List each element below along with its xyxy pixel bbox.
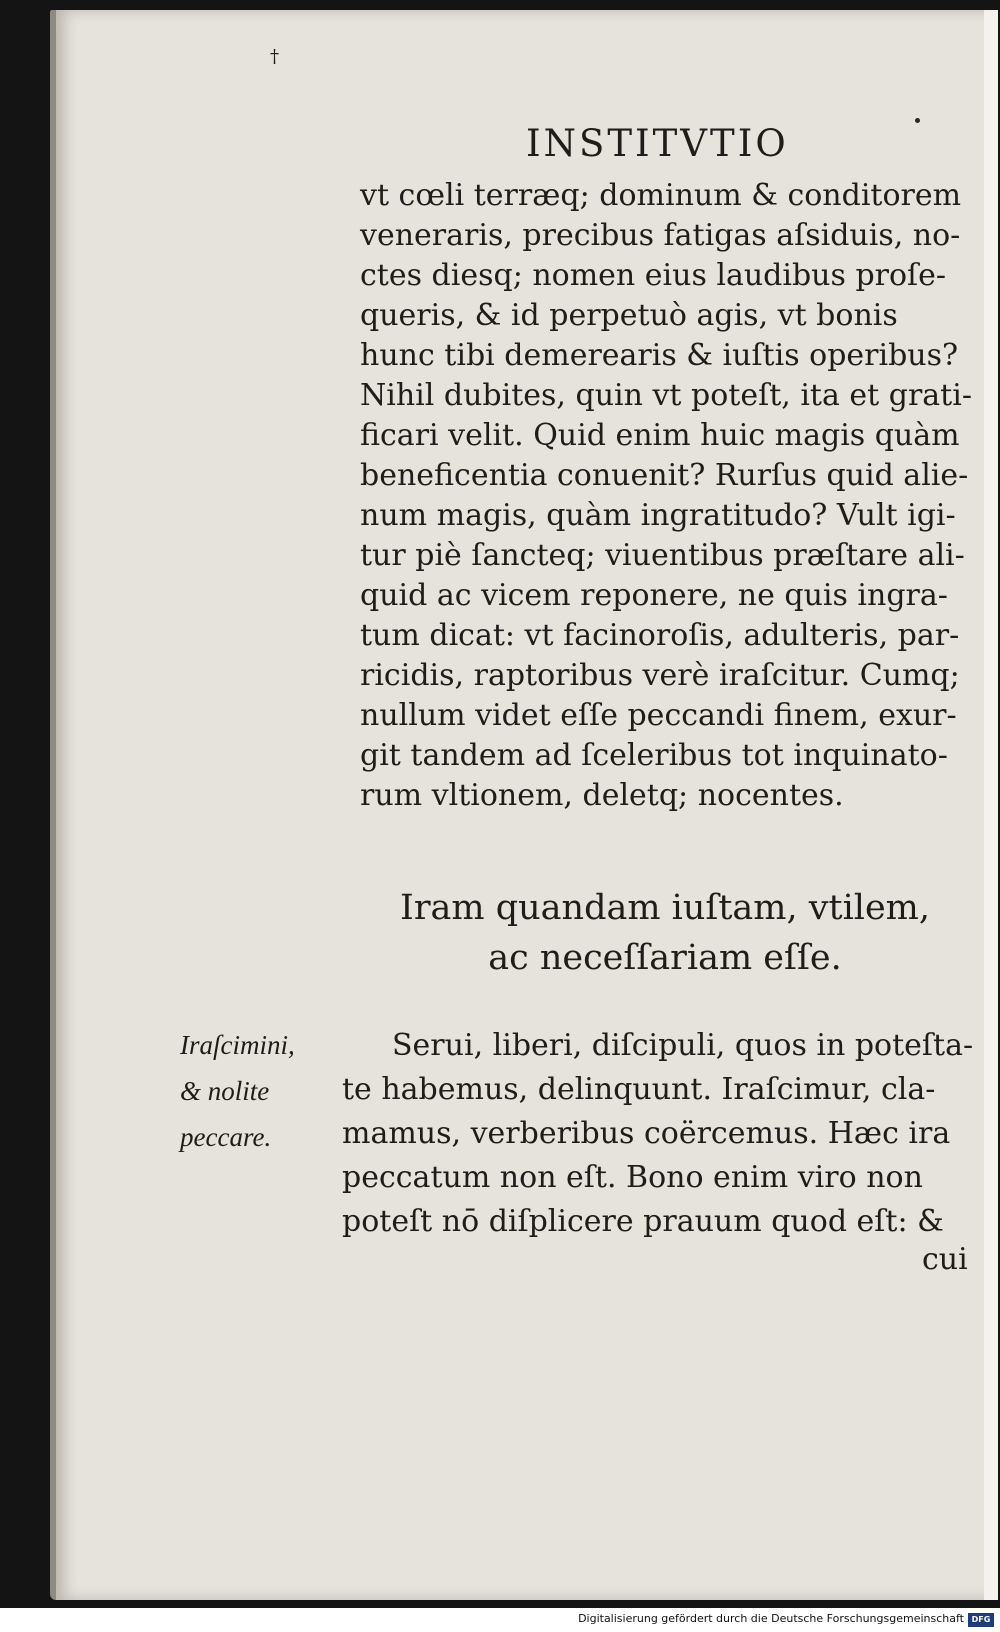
page-edge bbox=[984, 10, 998, 1600]
catchword: cui bbox=[922, 1242, 968, 1277]
heading-line: ac neceſſariam eſſe. bbox=[488, 938, 842, 978]
top-mark: † bbox=[270, 46, 279, 67]
running-head: INSTITVTIO bbox=[526, 122, 789, 165]
text-line: Serui, liberi, diſcipuli, quos in poteſta- bbox=[392, 1028, 974, 1063]
margin-note-line: Iraſcimini, bbox=[180, 1030, 295, 1060]
text-line: veneraris, precibus fatigas aſsiduis, no- bbox=[360, 218, 961, 253]
text-line: te habemus, delinquunt. Iraſcimur, cla- bbox=[342, 1072, 936, 1107]
text-line: ricidis, raptoribus verè iraſcitur. Cumq; bbox=[360, 658, 960, 693]
heading-line: Iram quandam iuſtam, vtilem, bbox=[400, 888, 930, 928]
text-line: rum vltionem, deletq; nocentes. bbox=[360, 778, 844, 813]
text-line: poteſt nō diſplicere prauum quod eſt: & bbox=[342, 1204, 944, 1239]
text-line: num magis, quàm ingratitudo? Vult igi- bbox=[360, 498, 956, 533]
text-line: queris, & id perpetuò agis, vt bonis bbox=[360, 298, 898, 333]
text-line: tum dicat: vt facinoroſis, adulteris, par- bbox=[360, 618, 960, 653]
text-line: beneficentia conuenit? Rurſus quid alie- bbox=[360, 458, 969, 493]
margin-note-line: peccare. bbox=[180, 1122, 272, 1152]
footer-bar bbox=[0, 1608, 1000, 1632]
text-line: tur piè ſancteq; viuentibus præſtare ali- bbox=[360, 538, 965, 573]
text-line: ficari velit. Quid enim huic magis quàm bbox=[360, 418, 960, 453]
text-line: git tandem ad ſceleribus tot inquinato- bbox=[360, 738, 948, 773]
text-line: Nihil dubites, quin vt poteſt, ita et grati- bbox=[360, 378, 972, 413]
text-line: hunc tibi demerearis & iuſtis operibus? bbox=[360, 338, 959, 373]
dfg-logo: DFG bbox=[968, 1613, 994, 1627]
ink-dot bbox=[915, 118, 920, 123]
text-line: nullum videt eſſe peccandi finem, exur- bbox=[360, 698, 957, 733]
text-line: vt cœli terræq; dominum & conditorem bbox=[360, 178, 962, 213]
text-line: quid ac vicem reponere, ne quis ingra- bbox=[360, 578, 948, 613]
text-line: ctes diesq; nomen eius laudibus proſe- bbox=[360, 258, 947, 293]
margin-note-line: & nolite bbox=[180, 1076, 270, 1106]
text-line: mamus, verberibus coërcemus. Hæc ira bbox=[342, 1116, 951, 1151]
text-line: peccatum non eſt. Bono enim viro non bbox=[342, 1160, 923, 1195]
funding-credit: Digitalisierung gefördert durch die Deutsche Forschungsgemeinschaft bbox=[578, 1612, 964, 1625]
